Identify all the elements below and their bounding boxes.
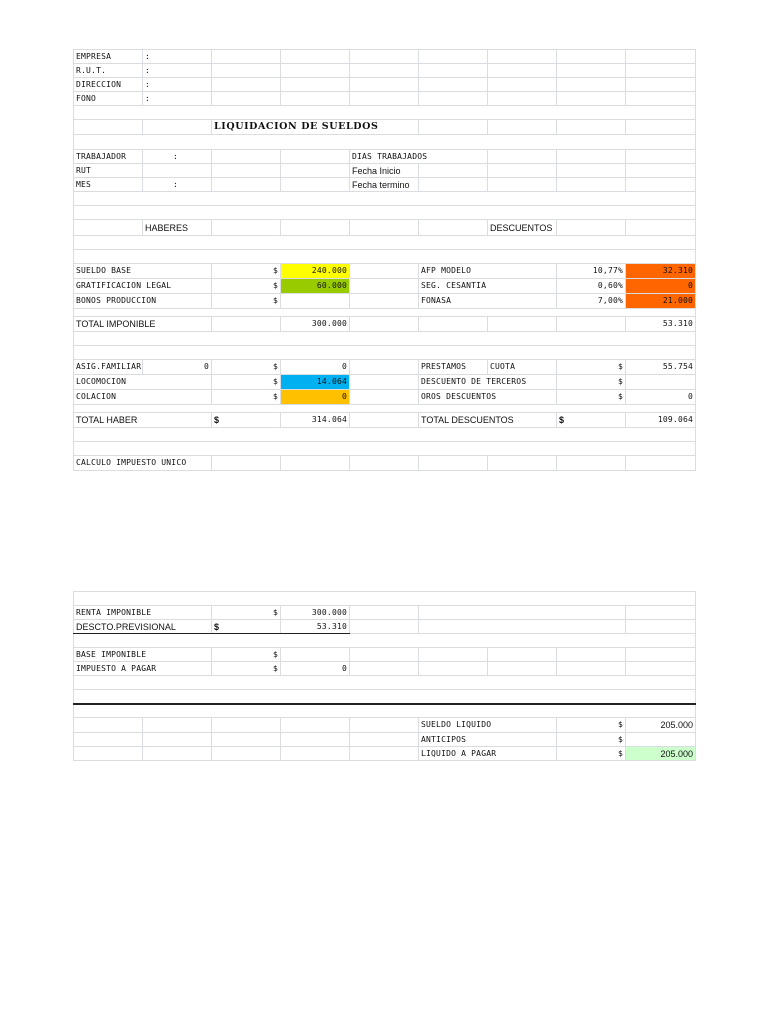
sueldo-base-label: SUELDO BASE — [76, 266, 132, 275]
asig-familiar-qty[interactable]: 0 — [143, 360, 212, 375]
totals-row — [74, 413, 696, 428]
anticipos-row — [74, 733, 696, 747]
base-imponible-value — [281, 648, 350, 662]
sueldo-base-currency: $ — [272, 266, 278, 275]
fono-value-cell[interactable] — [212, 92, 281, 106]
descuento-terceros-label: DESCUENTO DE TERCEROS — [421, 377, 527, 386]
sueldo-base-value[interactable]: 240.000 — [281, 264, 350, 279]
fono-row — [74, 92, 696, 106]
otros-descuentos-currency: $ — [617, 392, 623, 401]
base-row — [74, 648, 696, 662]
gratificacion-label: GRATIFICACION LEGAL — [76, 281, 172, 290]
impuesto-grid — [73, 591, 696, 761]
total-previsional-value: 53.310 — [626, 317, 696, 332]
impuesto-row — [74, 662, 696, 676]
anticipos-value[interactable] — [626, 733, 696, 747]
gratificacion-value[interactable]: 60.000 — [281, 279, 350, 294]
trabajador-row — [74, 150, 696, 164]
direccion-colon: : — [145, 79, 151, 89]
total-haber-value: 314.064 — [281, 413, 350, 428]
afp-label: AFP MODELO — [421, 266, 472, 275]
page-title: LIQUIDACION DE SUELDOS — [212, 120, 419, 135]
otros-descuentos-label: OROS DESCUENTOS — [421, 392, 497, 401]
liquido-pagar-label: LIQUIDO A PAGAR — [421, 748, 497, 758]
prestamos-currency: $ — [617, 362, 623, 371]
trabajador-value-cell[interactable] — [212, 150, 281, 164]
afp-value: 32.310 — [626, 264, 696, 279]
total-descuentos-label: TOTAL DESCUENTOS — [421, 415, 514, 425]
base-imponible-label: BASE IMPONIBLE — [76, 649, 147, 659]
fecha-termino-value-cell[interactable] — [419, 178, 488, 192]
total-descuentos-value: 109.064 — [626, 413, 696, 428]
afp-rate[interactable]: 10,77% — [557, 264, 626, 279]
mes-value-cell[interactable] — [212, 178, 281, 192]
payslip-grid — [73, 49, 696, 471]
cesantia-value: 0 — [626, 279, 696, 294]
sueldo-liquido-row — [74, 718, 696, 733]
descuento-terceros-value[interactable] — [626, 375, 696, 390]
empresa-colon: : — [145, 51, 151, 61]
worker-rut-label: RUT — [76, 165, 92, 175]
fecha-inicio-label: Fecha Inicio — [352, 165, 401, 176]
title-row — [74, 120, 696, 135]
cesantia-label: SEG. CESANTIA — [421, 281, 487, 290]
anticipos-label: ANTICIPOS — [421, 734, 467, 744]
impuesto-sheet — [73, 591, 695, 761]
descto-previsional-value: 53.310 — [281, 620, 350, 634]
renta-currency: $ — [272, 607, 278, 617]
section-header-row — [74, 220, 696, 236]
impuesto-pagar-label: IMPUESTO A PAGAR — [76, 663, 157, 673]
total-haber-label: TOTAL HABER — [76, 415, 138, 425]
calculo-impuesto-label: CALCULO IMPUESTO UNICO — [76, 458, 187, 467]
table-row — [74, 279, 696, 294]
empresa-value-cell[interactable] — [212, 50, 281, 64]
empresa-row — [74, 50, 696, 64]
company-rut-colon: : — [145, 65, 151, 75]
table-row — [74, 390, 696, 405]
locomocion-label: LOCOMOCION — [76, 377, 127, 386]
worker-rut-row — [74, 164, 696, 178]
locomocion-currency: $ — [272, 377, 278, 386]
prestamos-label: PRESTAMOS — [421, 362, 467, 371]
liquido-pagar-value: 205.000 — [626, 747, 696, 761]
fonasa-rate[interactable]: 7,00% — [557, 294, 626, 309]
table-row — [74, 375, 696, 390]
asig-familiar-currency: $ — [272, 362, 278, 371]
liquido-pagar-row — [74, 747, 696, 761]
liquido-pagar-currency: $ — [617, 748, 623, 758]
cesantia-rate[interactable]: 0,60% — [557, 279, 626, 294]
sueldo-liquido-label: SUELDO LIQUIDO — [421, 720, 492, 729]
sueldo-liquido-value: 205.000 — [626, 718, 696, 733]
renta-row — [74, 606, 696, 620]
impuesto-pagar-value: 0 — [281, 662, 350, 676]
company-rut-value-cell[interactable] — [212, 64, 281, 78]
rut-row — [74, 64, 696, 78]
asig-familiar-label: ASIG.FAMILIAR — [76, 362, 142, 371]
descto-row — [74, 620, 696, 634]
empresa-label: EMPRESA — [76, 51, 112, 61]
fono-label: FONO — [76, 93, 97, 103]
fono-colon: : — [145, 93, 151, 103]
dias-trabajados-value-cell[interactable] — [488, 150, 557, 164]
total-haber-currency: $ — [214, 415, 220, 425]
prestamos-value[interactable]: 55.754 — [626, 360, 696, 375]
table-row — [74, 264, 696, 279]
trabajador-colon: : — [173, 151, 179, 161]
worker-rut-value-cell[interactable] — [212, 164, 281, 178]
colacion-currency: $ — [272, 392, 278, 401]
dias-trabajados-label: DIAS TRABAJADOS — [352, 151, 428, 161]
otros-descuentos-value[interactable]: 0 — [626, 390, 696, 405]
gratificacion-currency: $ — [272, 281, 278, 290]
descuentos-heading: DESCUENTOS — [490, 222, 553, 233]
direccion-value-cell[interactable] — [212, 78, 281, 92]
direccion-label: DIRECCION — [76, 79, 122, 89]
bonos-value[interactable] — [281, 294, 350, 309]
descto-currency: $ — [214, 621, 220, 632]
mes-label: MES — [76, 179, 92, 189]
payslip-sheet — [73, 49, 695, 471]
sueldo-liquido-currency: $ — [617, 720, 623, 729]
total-imponible-value: 300.000 — [281, 317, 350, 332]
fonasa-label: FONASA — [421, 296, 452, 305]
renta-imponible-label: RENTA IMPONIBLE — [76, 607, 152, 617]
total-imponible-label: TOTAL IMPONIBLE — [76, 319, 156, 329]
anticipos-currency: $ — [617, 734, 623, 744]
table-row — [74, 360, 696, 375]
mes-colon: : — [173, 179, 179, 189]
mes-row — [74, 178, 696, 192]
table-row — [74, 294, 696, 309]
colacion-label: COLACION — [76, 392, 117, 401]
asig-familiar-value: 0 — [281, 360, 350, 375]
descto-previsional-label: DESCTO.PREVISIONAL — [76, 621, 176, 632]
locomocion-value[interactable]: 14.064 — [281, 375, 350, 390]
total-imponible-row — [74, 317, 696, 332]
total-descuentos-currency: $ — [559, 415, 565, 425]
cuota-label: CUOTA — [490, 362, 516, 371]
bonos-label: BONOS PRODUCCION — [76, 296, 157, 305]
colacion-value[interactable]: 0 — [281, 390, 350, 405]
bonos-currency: $ — [272, 296, 278, 305]
direccion-row — [74, 78, 696, 92]
fecha-termino-label: Fecha termino — [352, 179, 410, 190]
renta-imponible-value: 300.000 — [281, 606, 350, 620]
trabajador-label: TRABAJADOR — [76, 151, 127, 161]
impuesto-currency: $ — [272, 663, 278, 673]
descuento-terceros-currency: $ — [617, 377, 623, 386]
company-rut-label: R.U.T. — [76, 65, 107, 75]
base-currency: $ — [272, 649, 278, 659]
fecha-inicio-value-cell[interactable] — [419, 164, 488, 178]
calculo-row — [74, 456, 696, 471]
haberes-heading: HABERES — [145, 222, 189, 233]
fonasa-value: 21.000 — [626, 294, 696, 309]
